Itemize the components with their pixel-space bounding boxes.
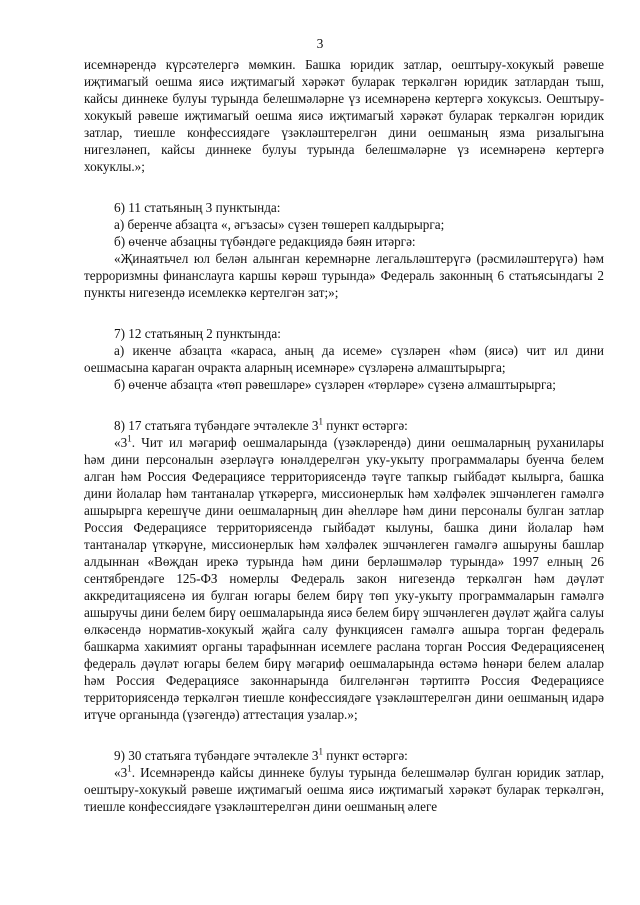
section-6-item-a: а) беренче абзацта «, әгъзасы» сүзен төшереп калдырырга; bbox=[114, 217, 445, 232]
section-8-quote bbox=[84, 434, 604, 723]
section-8-heading-sup: 1 bbox=[318, 416, 323, 427]
section-9-quote-mark: «3 bbox=[114, 765, 128, 780]
page-number: 3 bbox=[316, 36, 324, 51]
section-8-heading-text: 8) 17 статьяга түбәндәге эчтәлекле 3 bbox=[114, 418, 319, 433]
section-6-heading: 6) 11 статьяның 3 пунктында: bbox=[114, 200, 281, 215]
section-9-heading-sup: 1 bbox=[318, 746, 323, 757]
section-7-heading: 7) 12 статьяның 2 пунктында: bbox=[114, 326, 281, 341]
paragraph-continuation: исемнәрендә күрсәтелергә мөмкин. Башка юридик затлар, оештыру-хокукый рәвеше иҗтимагый оешма яисә иҗтимагый хәрәкәт буларак теркәлгән юридик затлардан тыш, кайсы диннеке булуы турында белешмәләрне үз исемнәренә кертергә хокуксыз. Оештыру-хокукый рәвеше иҗтимагый оешма яисә иҗтимагый хәрәкәт буларак теркәлгән юридик затлар, тиешле конфессиядәге үзәкләштерелгән дини оешманың язма ризалыгына нигезләнеп, кайсы диннеке булуы турында белешмәләрне үз исемнәренә кертергә хокуклы.»; bbox=[84, 57, 604, 174]
document-body bbox=[84, 56, 604, 815]
section-8-heading-tail: пункт өстәргә: bbox=[322, 418, 408, 433]
section-9-quote bbox=[84, 764, 604, 815]
section-9-quote-text: . Исемнәрендә кайсы диннеке булуы турында белешмәләр булган юридик затлар, оештыру-хокукый рәвеше иҗтимагый оешма яисә иҗтимагый хәрәкәт буларак теркәлгән, тиешле конфессиядәге үзәкләштерелгән дини оешманың әлеге bbox=[84, 765, 604, 814]
section-9-quote-sup: 1 bbox=[127, 763, 132, 774]
section-8-heading bbox=[84, 417, 604, 434]
section-7-item-a: а) икенче абзацта «караса, аның да исеме» сүзләрен «һәм (яисә) чит ил дини оешмасына караган очракта аларның исемнәре» сүзләренә алмаштырырга; bbox=[84, 343, 604, 375]
section-9-heading bbox=[84, 747, 604, 764]
section-7-item-b: б) өченче абзацта «төп рәвешләре» сүзләрен «төрләре» сүзенә алмаштырырга; bbox=[114, 377, 556, 392]
section-8-quote-mark: «3 bbox=[114, 435, 128, 450]
section-9-heading-tail: пункт өстәргә: bbox=[322, 748, 408, 763]
section-6-quote: «Җинаятьчел юл белән алынган керемнәрне легальләштерүгә (рәсмиләштерүгә) һәм терроризмны финанслауга каршы көрәш турында» Федераль законның 6 статьясындагы 2 пункты нигезендә исемлеккә кертелгән зат;»; bbox=[84, 251, 604, 300]
section-8-quote-text: . Чит ил мәгариф оешмаларында (үзәкләрендә) дини оешмаларның руханилары һәм дини персоналын әзерләүгә юнәлдерелгән уку-укыту программалары буенча белем алган һәм Россия Федерациясе территориясендә тәүге тапкыр гыйбадәт кылырга, башка дини йолалар һәм тантаналар үткәрергә, миссионерлык һәм хәлфәлек эшчәнлеген гамәлгә ашырырга керешүче дини оешмаларның дин әһелләре һәм дини персоналы булган затлар Россия Федерациясе территориясендә гыйбадәт кылуны, башка дини йолалар һәм тантаналар үткәрүне, миссионерлык һәм хәлфәлек эшчәнлеген гамәлгә ашыруны башлар алдыннан «Вөҗдан ирекә турында һәм дини берләшмәләр турында» 1997 елның 26 сентябрендәге 125-ФЗ номерлы Федераль закон нигезендә теркәлгән һәм дәүләт аккредитациясенә ия булган югары белем бирү төп уку-укыту программаларын гамәлгә ашыручы дини белем бирү оешмаларында яисә белем бирү эшчәнлеген дәүләт җайга салуы өлкәсендә норматив-хокукый җайга салу функциясен гамәлгә ашыра торган федераль башкарма хакимият органы тарафыннан исемлеге раслана торган Россия Федерациясенең федераль дәүләт югары белем бирү мәгариф оешмаларында өстәмә һөнәри белем алалар һәм Россия Федерациясе законнарында билгеләнгән тәртиптә Россия Федерациясе территориясендә теркәлгән тиешле конфессиядәге үзәкләштерелгән дини оешманың идарә итүче органында (үзәгендә) аттестация узалар.»; bbox=[84, 435, 604, 722]
section-8-quote-sup: 1 bbox=[127, 433, 132, 444]
section-9-heading-text: 9) 30 статьяга түбәндәге эчтәлекле 3 bbox=[114, 748, 319, 763]
section-6-item-b: б) өченче абзацны түбәндәге редакциядә бәян итәргә: bbox=[114, 234, 416, 249]
